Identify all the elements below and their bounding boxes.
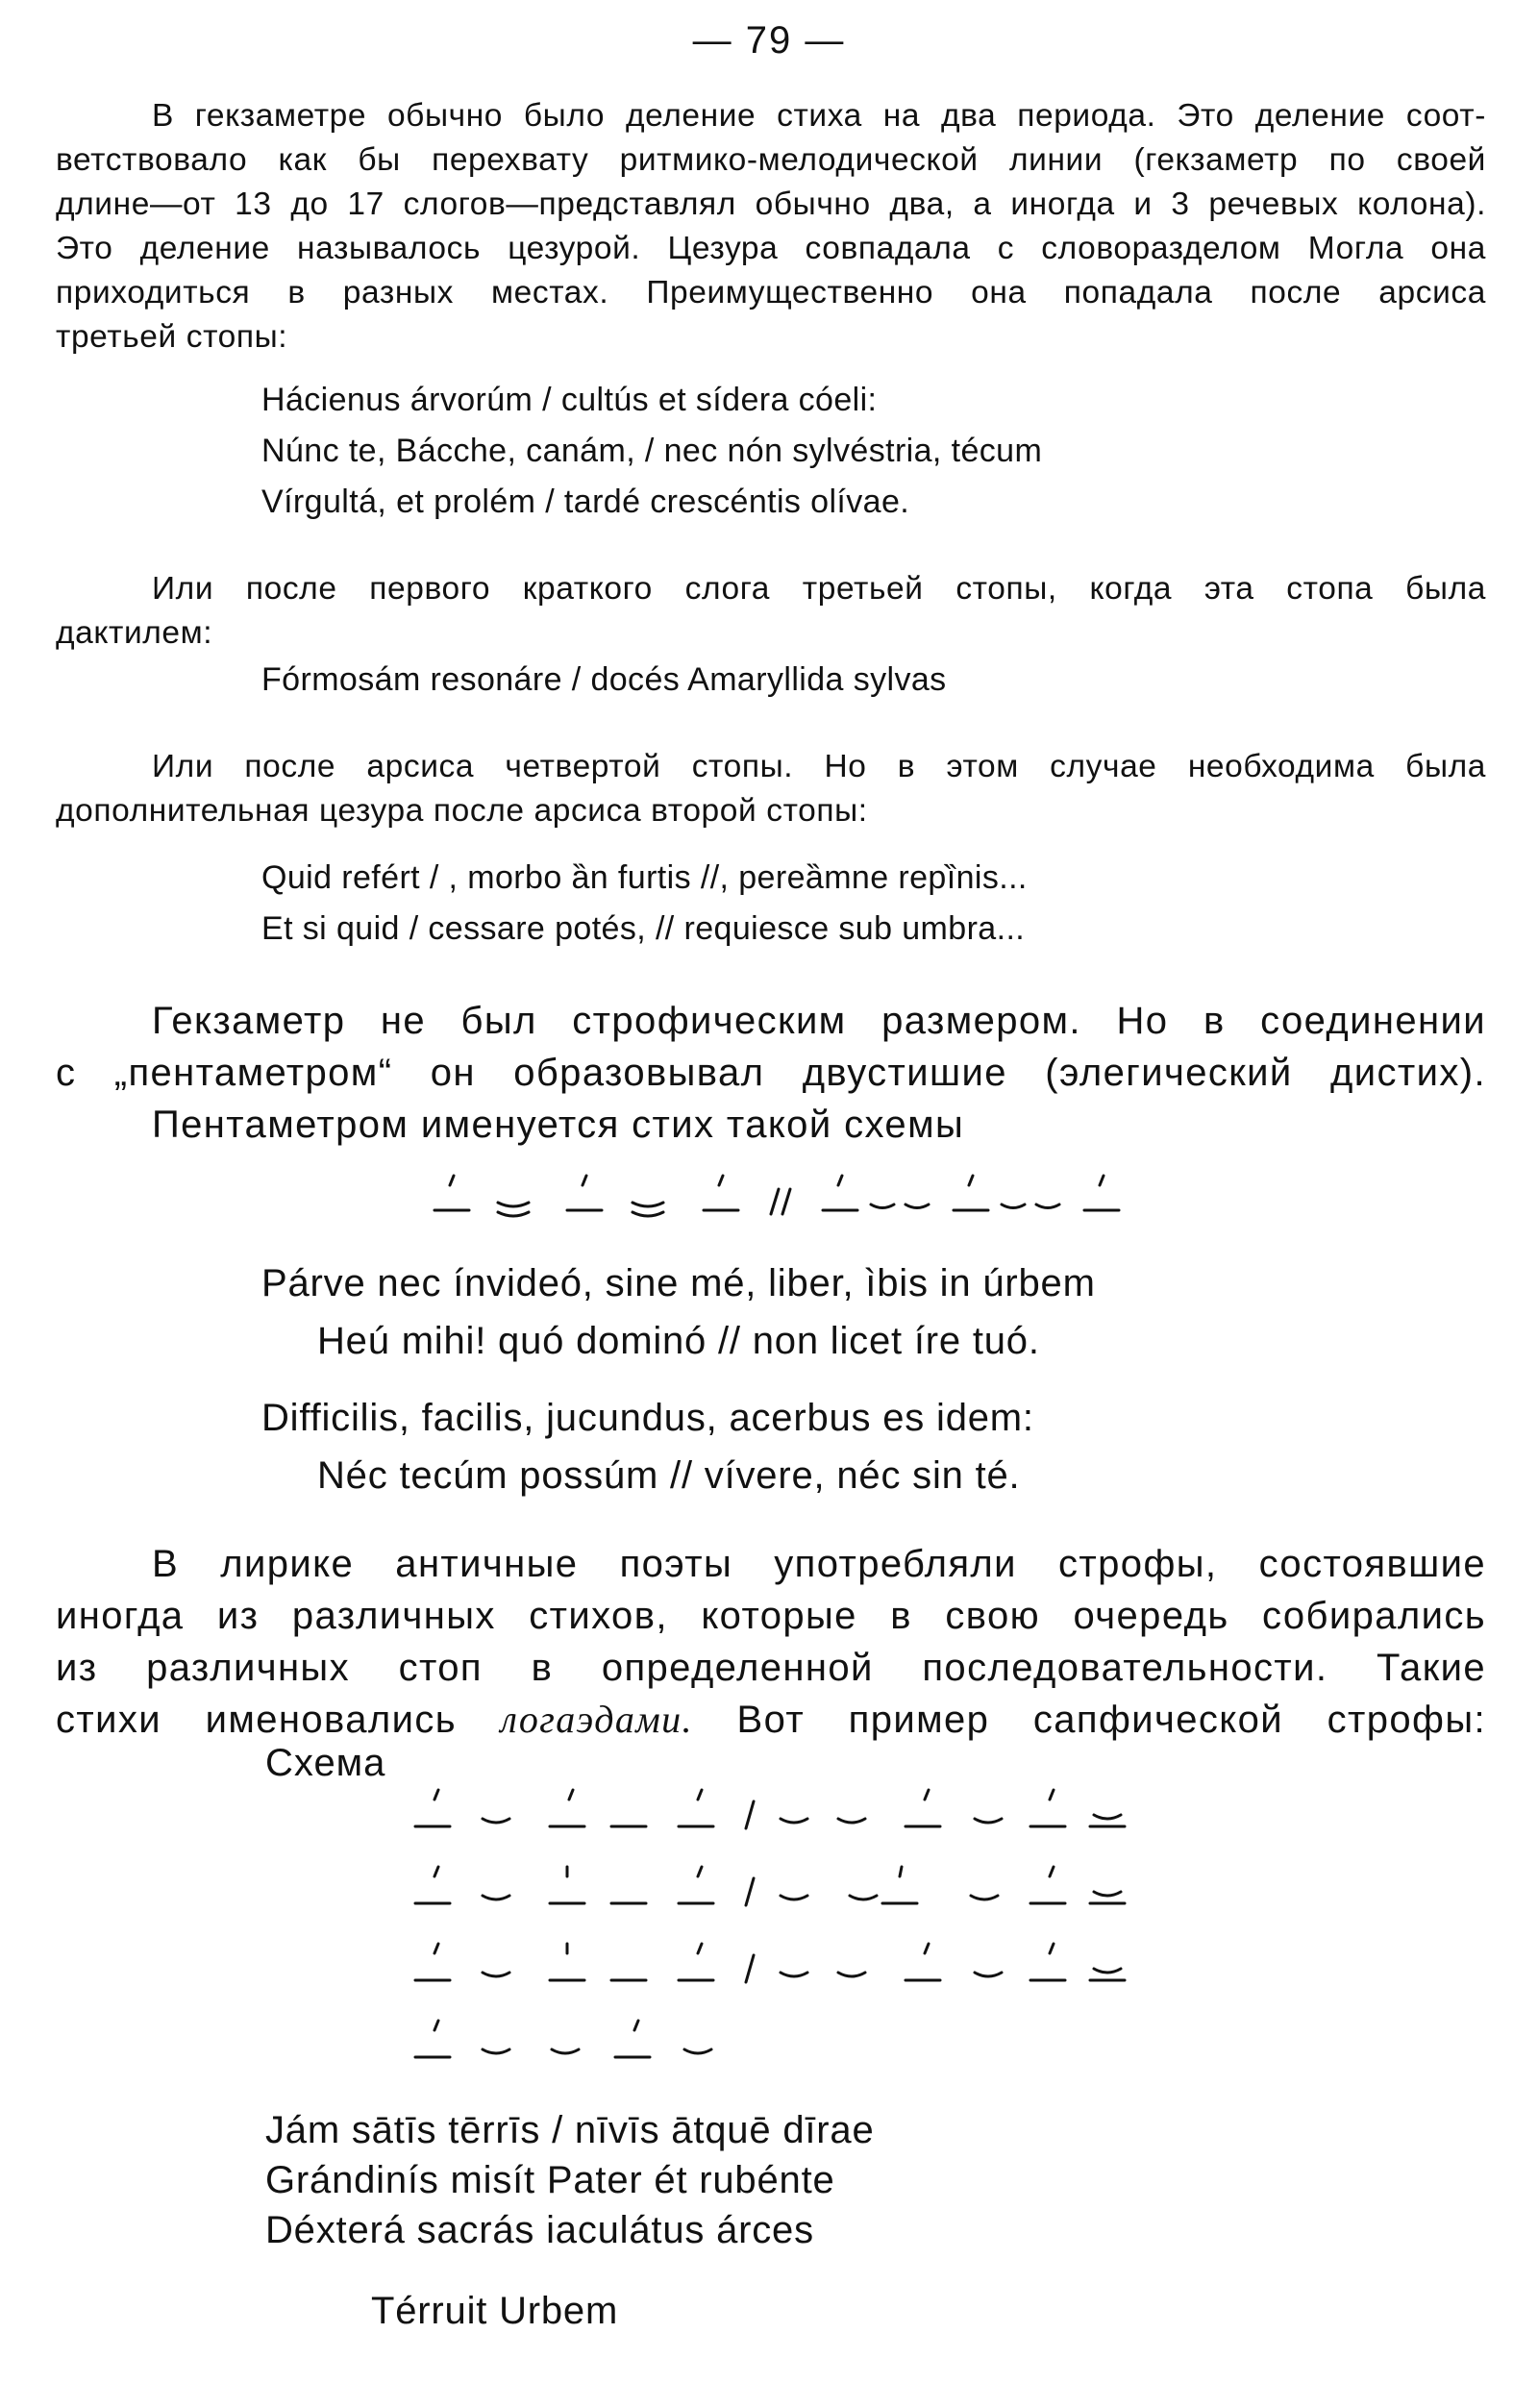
verse-quote-6: [265, 2105, 875, 2255]
paragraph-dactyl: [56, 567, 1486, 656]
caesura-mark: [771, 1189, 790, 1214]
page-number: — 79 —: [692, 19, 846, 62]
text-line: длине—от 13 до 17 слогов—представлял обычно два, а иногда и 3 речевых колона).: [56, 186, 1486, 222]
verse-quote-4: [261, 1254, 1096, 1370]
pentameter-scheme: [0, 1168, 1538, 1235]
text-line: Это деление называлось цезурой. Цезура совпадала с словоразделом Могла она: [56, 231, 1486, 266]
verse-line: Quid refért / , morbo ȁn furtis //, pereȁmne repȉnis...: [261, 859, 1028, 896]
sapphic-scheme: [0, 1788, 1538, 2076]
text-line: В гекзаметре обычно было деление стиха на два периода. Это деление соот-: [152, 98, 1486, 134]
verse-line: Néc tecúm possúm // vívere, néc sin té.: [317, 1454, 1021, 1497]
paragraph-fourth-foot: [56, 745, 1486, 833]
verse-line: Difficilis, facilis, jucundus, acerbus es idem:: [261, 1397, 1034, 1439]
scheme-row-1: [415, 1790, 1125, 1828]
text-line: [56, 1694, 1486, 1746]
text-fragment: Вот пример сапфической строфы:: [692, 1699, 1486, 1741]
term-logaedy: логаэдами.: [500, 1698, 693, 1741]
verse-quote-3: [261, 853, 1028, 955]
text-fragment: стихи именовались: [56, 1699, 501, 1741]
long-syllable: [434, 1176, 469, 1210]
short-syllable: [1002, 1204, 1059, 1208]
verse-quote-2: [261, 655, 947, 706]
scheme-row-3: [415, 1944, 1125, 1982]
text-line: Или после арсиса четвертой стопы. Но в этом случае необходима была: [152, 749, 1486, 784]
verse-line: Déxterá sacrás iaculátus árces: [265, 2209, 814, 2251]
verse-quote-5: [261, 1389, 1034, 1504]
verse-line: Et si quid / cessare potés, // requiesce sub umbra...: [261, 910, 1026, 947]
verse-line: Vírgultá, et prolém / tardé crescéntis olívae.: [261, 484, 910, 520]
text-line: с „пентаметром“ он образовывал двустишие (элегический дистих).: [56, 1052, 1486, 1094]
text-line: В лирике античные поэты употребляли строфы, состоявшие: [152, 1543, 1486, 1585]
verse-line: Núnc te, Bácche, canám, / nec nón sylvéstria, técum: [261, 433, 1043, 469]
verse-line: Fórmosám resonáre / docés Amaryllida sylvas: [261, 661, 947, 698]
text-line: Или после первого краткого слога третьей стопы, когда эта стопа была: [152, 571, 1486, 607]
paragraph-caesura: [56, 94, 1486, 360]
short-syllable: [871, 1204, 929, 1208]
long-syllable: [954, 1176, 988, 1210]
text-line: Гекзаметр не был строфическим размером. Но в соединении: [152, 1000, 1486, 1042]
text-line: иногда из различных стихов, которые в свою очередь собирались: [56, 1595, 1486, 1637]
scheme-row-2: [415, 1867, 1125, 1905]
text-line: Пентаметром именуется стих такой схемы: [152, 1104, 965, 1146]
text-line: дополнительная цезура после арсиса второй стопы:: [56, 793, 868, 829]
text-line: дактилем:: [56, 615, 213, 651]
paragraph-pentameter: [56, 995, 1486, 1151]
double-short: [633, 1203, 663, 1216]
double-short: [498, 1203, 529, 1216]
text-line: из различных стоп в определенной последовательности. Такие: [56, 1647, 1486, 1689]
paragraph-logaedic: [56, 1538, 1486, 1746]
schema-label: Схема: [265, 1742, 386, 1784]
verse-quote-1: [261, 375, 1042, 528]
verse-line: Heú mihi! quó dominó // non licet íre tuó.: [317, 1320, 1040, 1362]
verse-line: Párve nec ínvideó, sine mé, liber, ìbis in úrbem: [261, 1262, 1096, 1304]
scheme-row-4: [415, 2021, 711, 2057]
text-line: ветствовало как бы перехвату ритмико-мелодической линии (гекзаметр по своей: [56, 142, 1486, 178]
verse-line: Jám sātīs tērrīs / nīvīs ātquē dīrae: [265, 2109, 875, 2151]
verse-quote-6-adonic: [371, 2282, 618, 2340]
text-line: приходиться в разных местах. Преимущественно она попадала после арсиса: [56, 275, 1486, 310]
verse-line: Hácienus árvorúm / cultús et sídera cóeli:: [261, 382, 878, 418]
long-syllable: [704, 1176, 738, 1210]
long-syllable: [1084, 1176, 1119, 1210]
text-line: третьей стопы:: [56, 319, 288, 355]
verse-line: Grándinís misít Pater ét rubénte: [265, 2159, 835, 2201]
long-syllable: [823, 1176, 857, 1210]
verse-line: Térruit Urbem: [371, 2290, 619, 2332]
long-syllable: [567, 1176, 602, 1210]
